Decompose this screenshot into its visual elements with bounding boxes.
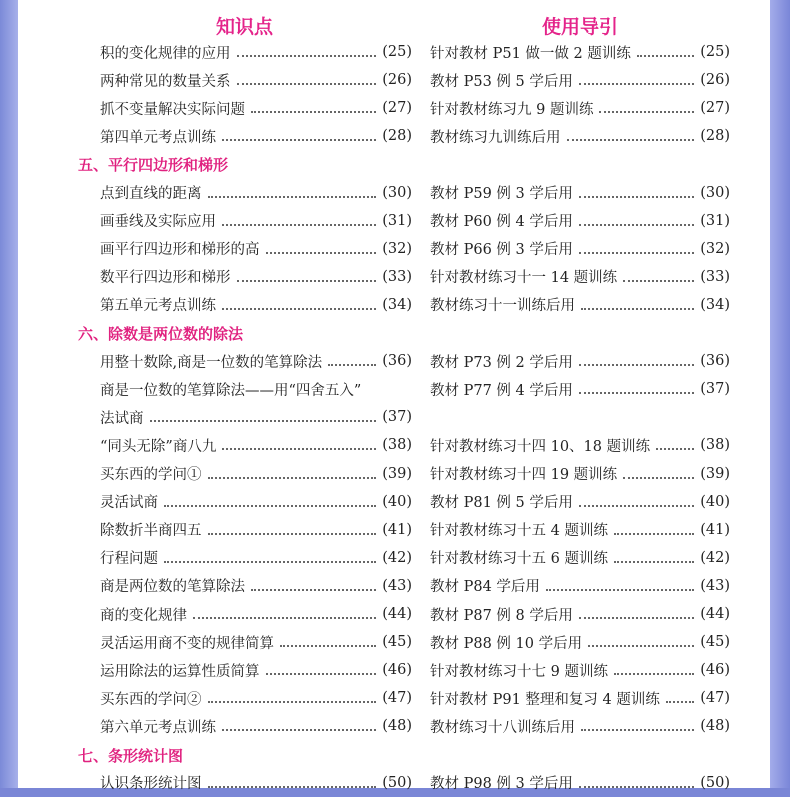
knowledge-entry-page-number: (48) [382,718,412,735]
knowledge-entry-page-number: (36) [382,353,412,370]
guide-entry-leader-dots [666,701,694,703]
guide-entry-page-number: (43) [700,577,730,594]
guide-entry-text: 教材练习十八训练后用 [430,719,575,736]
section-heading: 五、平行四边形和梯形 [78,156,229,175]
knowledge-entry [100,628,412,656]
knowledge-entry [100,263,412,291]
toc-entry-row [18,712,770,740]
guide-entry-page-number: (48) [700,718,730,735]
knowledge-entry-leader-dots [150,420,377,422]
knowledge-entry [100,460,412,488]
knowledge-entry-text: 画平行四边形和梯形的高 [100,242,260,259]
knowledge-entry-text: 数平行四边形和梯形 [100,270,231,287]
knowledge-entry-leader-dots [164,505,376,507]
knowledge-entry-text: 法试商 [100,410,144,427]
guide-entry-text: 针对教材 P51 做一做 2 题训练 [430,45,631,62]
toc-entry-row [18,572,770,600]
guide-entry-leader-dots [588,645,694,647]
knowledge-entry [100,600,412,628]
guide-entry [430,347,730,375]
left-page-edge [0,0,18,788]
guide-entry-page-number: (27) [700,100,730,117]
knowledge-entry [100,66,412,94]
guide-entry-text: 教材 P59 例 3 学后用 [430,186,573,202]
knowledge-entry-text: 商是两位数的笔算除法 [100,579,245,596]
toc-entry-row [18,347,770,375]
guide-entry-leader-dots [581,729,694,731]
knowledge-entry-text: 除数折半商四五 [100,523,202,540]
toc-entry-row [18,431,770,459]
toc-entry-row [18,179,770,207]
knowledge-entry-text: 第五单元考点训练 [100,298,216,315]
right-page-edge [770,0,790,788]
knowledge-entry-page-number: (47) [382,690,412,707]
toc-entry-row [18,544,770,572]
knowledge-entry-leader-dots [328,364,376,366]
knowledge-entry-text: 买东西的学问① [100,467,202,483]
guide-entry-leader-dots [579,786,694,788]
knowledge-entry [100,684,412,712]
knowledge-entry [100,544,412,572]
guide-entry-text: 教材 P66 例 3 学后用 [430,242,573,259]
knowledge-entry-page-number: (46) [382,662,412,679]
guide-entry-leader-dots [623,477,694,479]
guide-entry [430,544,730,572]
knowledge-entry-page-number: (26) [382,72,412,89]
guide-entry-leader-dots [599,111,694,113]
knowledge-entry [100,94,412,122]
knowledge-entry-text: 运用除法的运算性质简算 [100,663,260,680]
guide-entry-page-number: (44) [700,606,730,622]
guide-entry-page-number: (33) [700,268,730,285]
knowledge-entry-text: 画垂线及实际应用 [100,214,216,231]
guide-entry [430,291,730,319]
toc-entry-row [18,684,770,712]
guide-header: 使用导引 [542,16,619,38]
guide-entry-page-number: (50) [700,774,730,791]
guide-entry-text: 针对教材练习十五 6 题训练 [430,551,608,568]
knowledge-entry [100,291,412,319]
guide-entry-text: 针对教材练习十七 9 题训练 [430,663,608,680]
guide-entry [430,431,730,459]
guide-entry [430,38,730,66]
guide-entry-leader-dots [623,280,694,282]
guide-entry-page-number: (25) [700,44,730,60]
guide-entry-text: 教材 P84 学后用 [430,579,540,596]
knowledge-entry-page-number: (42) [382,549,412,566]
knowledge-entry [100,656,412,684]
knowledge-entry-leader-dots [208,701,377,703]
guide-entry-page-number: (46) [700,662,730,679]
toc-entry-row [18,460,770,488]
guide-entry-text: 教材 P77 例 4 学后用 [430,382,573,399]
knowledge-entry-leader-dots [237,55,377,57]
knowledge-entry-leader-dots [251,589,376,591]
guide-entry [430,656,730,684]
toc-page [18,0,770,793]
guide-entry-page-number: (47) [700,690,730,707]
toc-entry-row [18,516,770,544]
toc-entry-row [18,403,770,431]
knowledge-entry-page-number: (25) [382,44,412,60]
toc-entry-row [18,66,770,94]
section-heading: 六、除数是两位数的除法 [78,325,244,343]
knowledge-entry-text: 灵活试商 [100,495,158,512]
knowledge-entry-leader-dots [208,196,377,198]
guide-entry-leader-dots [614,533,694,535]
guide-entry-leader-dots [579,83,694,85]
guide-entry-text: 教材 P87 例 8 学后用 [430,607,573,624]
toc-entry-row [18,488,770,516]
knowledge-entry-page-number: (37) [382,409,412,426]
knowledge-entry-leader-dots [222,308,376,310]
guide-entry-page-number: (26) [700,72,730,89]
knowledge-entry [100,347,412,375]
knowledge-entry [100,431,412,459]
guide-entry-leader-dots [579,252,694,254]
guide-entry [430,600,730,628]
toc-entry-row [18,235,770,263]
guide-entry-leader-dots [579,224,694,226]
knowledge-entry-leader-dots [222,224,376,226]
guide-entry [430,712,730,740]
knowledge-entry-leader-dots [222,448,376,450]
guide-entry-page-number: (31) [700,212,730,229]
toc-entry-row [18,656,770,684]
knowledge-entry [100,516,412,544]
toc-entry-row [18,375,770,403]
knowledge-entry-text: 商的变化规律 [100,607,187,624]
guide-entry-page-number: (34) [700,296,730,313]
guide-entry-text: 针对教材练习十四 19 题训练 [430,467,618,483]
guide-entry [430,94,730,122]
knowledge-entry-text: 灵活运用商不变的规律简算 [100,635,274,652]
knowledge-entry-text: 买东西的学问② [100,691,202,708]
knowledge-entry-leader-dots [237,280,377,282]
guide-entry-page-number: (37) [700,381,730,398]
knowledge-entry-page-number: (33) [382,268,412,285]
knowledge-entry-text: 商是一位数的笔算除法——用“四舍五入” [100,382,362,399]
knowledge-entry-text: 抓不变量解决实际问题 [100,101,245,118]
knowledge-entry-page-number: (44) [382,606,412,622]
knowledge-entry-page-number: (40) [382,493,412,510]
knowledge-entry [100,769,412,797]
guide-entry-text: 针对教材练习十五 4 题训练 [430,523,608,540]
knowledge-entry-leader-dots [237,83,377,85]
guide-entry-leader-dots [581,308,694,310]
guide-entry-text: 针对教材练习九 9 题训练 [430,101,594,118]
guide-entry-text: 教材 P98 例 3 学后用 [430,776,573,793]
knowledge-entry-page-number: (45) [382,634,412,651]
guide-entry [430,207,730,235]
guide-entry-leader-dots [579,196,694,198]
toc-entry-row [18,600,770,628]
guide-entry-text: 教材 P53 例 5 学后用 [430,73,573,90]
guide-entry-text: 针对教材 P91 整理和复习 4 题训练 [430,691,660,708]
guide-entry-leader-dots [614,561,694,563]
guide-entry [430,122,730,150]
guide-entry-text: 教材 P60 例 4 学后用 [430,214,573,231]
guide-entry [430,460,730,488]
knowledge-entry-text: 用整十数除,商是一位数的笔算除法 [100,354,323,371]
knowledge-entry-page-number: (50) [382,774,412,791]
knowledge-header: 知识点 [216,16,274,38]
knowledge-entry-page-number: (28) [382,128,412,145]
guide-entry [430,516,730,544]
knowledge-entry [100,375,412,403]
knowledge-entry-leader-dots [164,561,376,563]
guide-entry [430,488,730,516]
knowledge-entry [100,572,412,600]
knowledge-entry-leader-dots [222,139,376,141]
knowledge-entry-page-number: (39) [382,465,412,482]
knowledge-entry-leader-dots [222,729,376,731]
guide-entry-page-number: (28) [700,128,730,145]
knowledge-entry [100,207,412,235]
guide-entry-page-number: (32) [700,240,730,257]
guide-entry-text: 针对教材练习十一 14 题训练 [430,270,618,287]
knowledge-entry-text: “同头无除”商八九 [100,438,217,455]
guide-entry [430,628,730,656]
guide-entry-page-number: (45) [700,634,730,651]
guide-entry-leader-dots [637,55,694,57]
guide-entry-page-number: (38) [700,437,730,454]
guide-entry [430,375,730,403]
guide-entry [430,572,730,600]
knowledge-entry [100,488,412,516]
guide-entry-leader-dots [656,448,694,450]
toc-entry-row [18,628,770,656]
guide-entry-text: 教材练习九训练后用 [430,129,561,146]
guide-entry-page-number: (39) [700,465,730,482]
knowledge-entry-leader-dots [266,252,377,254]
guide-entry-leader-dots [579,505,694,507]
knowledge-entry-page-number: (27) [382,100,412,117]
knowledge-entry [100,179,412,207]
knowledge-entry-leader-dots [208,786,377,788]
guide-entry-leader-dots [579,364,694,366]
guide-entry-text: 教材练习十一训练后用 [430,298,575,315]
knowledge-entry-text: 积的变化规律的应用 [100,45,231,62]
knowledge-entry [100,38,412,66]
knowledge-entry-page-number: (38) [382,437,412,454]
toc-entry-row [18,122,770,150]
guide-entry-text: 教材 P73 例 2 学后用 [430,354,573,371]
guide-entry-leader-dots [614,673,694,675]
guide-entry-text: 教材 P81 例 5 学后用 [430,495,573,512]
knowledge-entry-text: 第六单元考点训练 [100,719,216,736]
knowledge-entry [100,403,412,431]
knowledge-entry [100,712,412,740]
knowledge-entry-text: 认识条形统计图 [100,776,202,793]
toc-entry-row [18,94,770,122]
section-heading: 七、条形统计图 [78,746,184,765]
knowledge-entry-page-number: (41) [382,521,412,538]
guide-entry-page-number: (42) [700,549,730,566]
toc-entry-row [18,207,770,235]
guide-entry-leader-dots [567,139,695,141]
guide-entry-leader-dots [546,589,694,591]
guide-entry [430,235,730,263]
guide-entry-text: 针对教材练习十四 10、18 题训练 [430,438,651,455]
knowledge-entry-page-number: (43) [382,577,412,594]
knowledge-entry [100,235,412,263]
guide-entry [430,66,730,94]
guide-entry-page-number: (30) [700,184,730,201]
guide-entry-leader-dots [579,617,694,619]
knowledge-entry-leader-dots [193,617,376,619]
toc-entry-row [18,769,770,797]
toc-entry-row [18,38,770,66]
knowledge-entry-text: 行程问题 [100,551,158,568]
guide-entry [430,263,730,291]
knowledge-entry-leader-dots [208,533,377,535]
knowledge-entry-leader-dots [251,111,376,113]
guide-entry-page-number: (40) [700,493,730,510]
knowledge-entry-leader-dots [280,645,376,647]
knowledge-entry-page-number: (32) [382,240,412,257]
guide-entry-page-number: (41) [700,521,730,538]
guide-entry [430,769,730,797]
knowledge-entry-text: 两种常见的数量关系 [100,73,231,90]
guide-entry-leader-dots [579,392,694,394]
knowledge-entry [100,122,412,150]
knowledge-entry-page-number: (34) [382,296,412,313]
guide-entry [430,179,730,207]
knowledge-entry-text: 点到直线的距离 [100,186,202,202]
knowledge-entry-page-number: (31) [382,212,412,229]
knowledge-entry-text: 第四单元考点训练 [100,129,216,146]
guide-entry-text: 教材 P88 例 10 学后用 [430,635,583,652]
toc-entry-row [18,263,770,291]
guide-entry [430,684,730,712]
knowledge-entry-page-number: (30) [382,184,412,201]
knowledge-entry-leader-dots [266,673,377,675]
guide-entry-page-number: (36) [700,353,730,370]
toc-entry-row [18,291,770,319]
knowledge-entry-leader-dots [208,477,377,479]
